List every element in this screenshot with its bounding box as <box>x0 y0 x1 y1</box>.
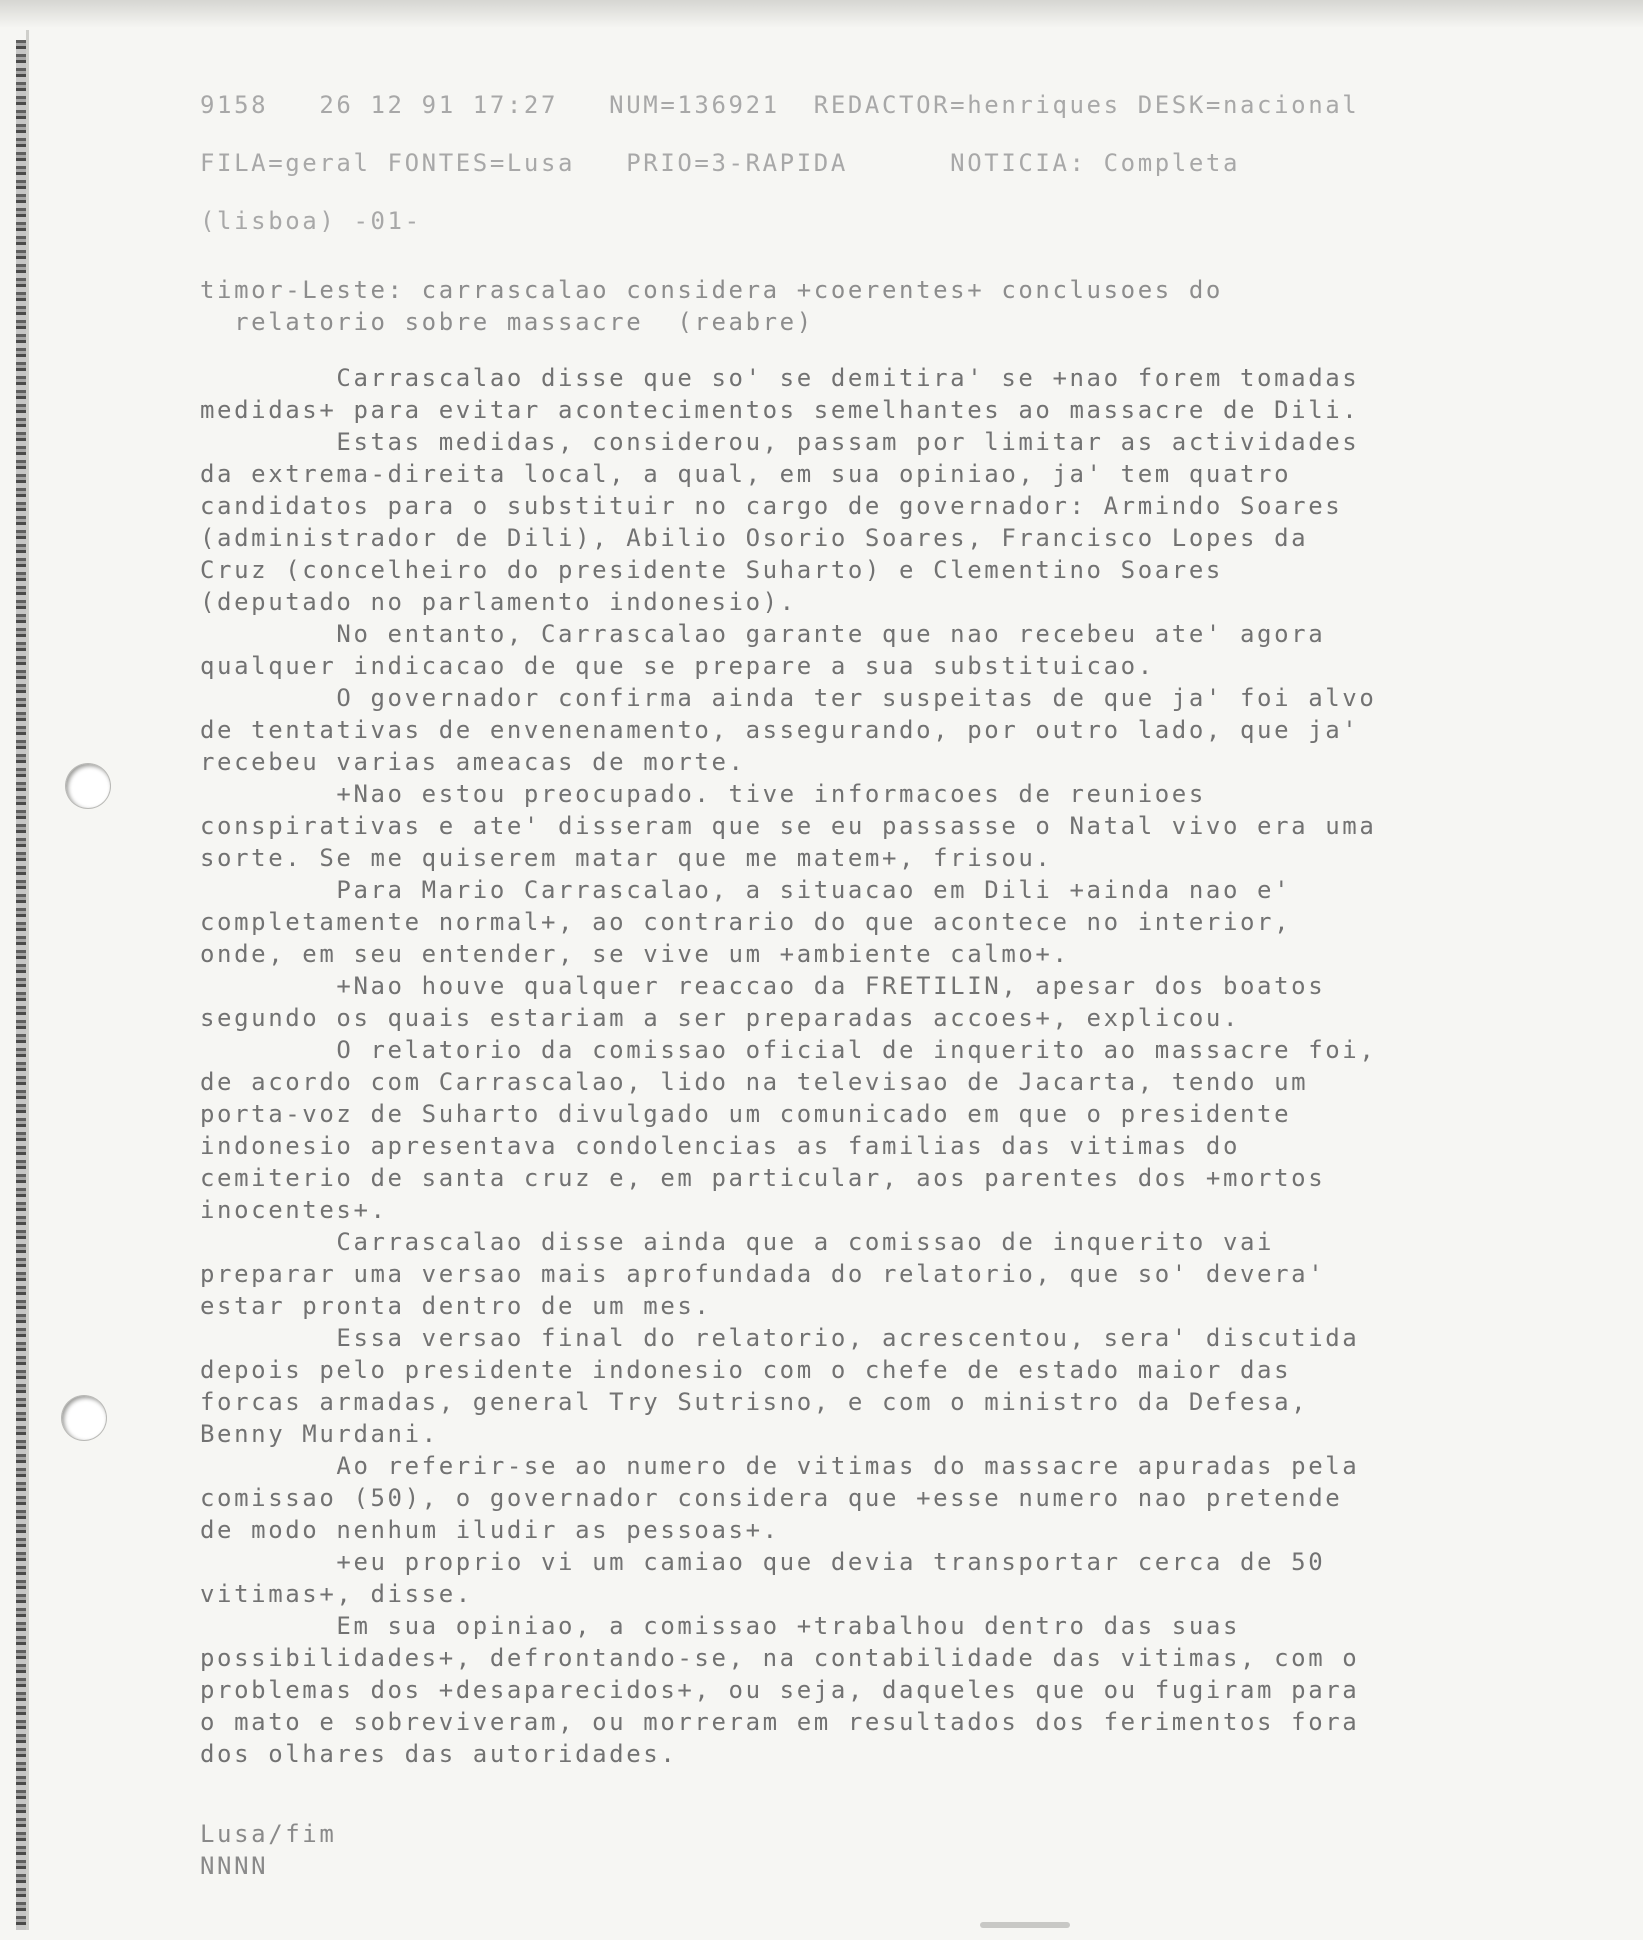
body-line: Em sua opiniao, a comissao +trabalhou dentro das suas <box>200 1612 1241 1640</box>
body-line: de tentativas de envenenamento, assegurando, por outro lado, que ja' <box>200 716 1360 744</box>
body-line: Carrascalao disse que so' se demitira' se +nao forem tomadas <box>200 364 1360 392</box>
body-line: preparar uma versao mais aprofundada do relatorio, que so' devera' <box>200 1260 1326 1288</box>
body-line: Para Mario Carrascalao, a situacao em Dili +ainda nao e' <box>200 876 1292 904</box>
body-line: +Nao houve qualquer reaccao da FRETILIN, apesar dos boatos <box>200 972 1326 1000</box>
body-line: onde, em seu entender, se vive um +ambiente calmo+. <box>200 940 1070 968</box>
punch-hole-lower <box>62 1396 106 1440</box>
body-line: o mato e sobreviveram, ou morreram em resultados dos ferimentos fora <box>200 1708 1360 1736</box>
body-line: qualquer indicacao de que se prepare a sua substituicao. <box>200 652 1155 680</box>
body-line: O relatorio da comissao oficial de inquerito ao massacre foi, <box>200 1036 1377 1064</box>
body-line: porta-voz de Suharto divulgado um comunicado em que o presidente <box>200 1100 1292 1128</box>
agency-signoff: Lusa/fim <box>200 1820 337 1848</box>
end-marker: NNNN <box>200 1852 269 1880</box>
binding-edge <box>16 40 26 1930</box>
header-routing-line: 9158 26 12 91 17:27 NUM=136921 REDACTOR=henriques DESK=nacional <box>200 91 1360 119</box>
body-line: cemiterio de santa cruz e, em particular, aos parentes dos +mortos <box>200 1164 1326 1192</box>
body-line: (deputado no parlamento indonesio). <box>200 588 797 616</box>
body-line: Carrascalao disse ainda que a comissao de inquerito vai <box>200 1228 1275 1256</box>
body-line: conspirativas e ate' disseram que se eu passasse o Natal vivo era uma <box>200 812 1377 840</box>
body-line: Cruz (concelheiro do presidente Suharto) e Clementino Soares <box>200 556 1223 584</box>
body-line: O governador confirma ainda ter suspeitas de que ja' foi alvo <box>200 684 1377 712</box>
body-line: medidas+ para evitar acontecimentos semelhantes ao massacre de Dili. <box>200 396 1360 424</box>
body-line: segundo os quais estariam a ser preparadas accoes+, explicou. <box>200 1004 1241 1032</box>
telex-document <box>200 76 1600 1882</box>
headline-line: relatorio sobre massacre (reabre) <box>200 308 814 336</box>
body-line: de modo nenhum iludir as pessoas+. <box>200 1516 780 1544</box>
binding-shadow <box>26 30 29 1930</box>
body-line: +Nao estou preocupado. tive informacoes de reunioes <box>200 780 1206 808</box>
body-line: Benny Murdani. <box>200 1420 439 1448</box>
dateline: (lisboa) -01- <box>200 207 422 235</box>
body-line: problemas dos +desaparecidos+, ou seja, daqueles que ou fugiram para <box>200 1676 1360 1704</box>
spacer <box>200 250 1600 274</box>
body-line: vitimas+, disse. <box>200 1580 473 1608</box>
body-line: depois pelo presidente indonesio com o chefe de estado maior das <box>200 1356 1292 1384</box>
ink-smudge <box>980 1922 1070 1928</box>
body-line: da extrema-direita local, a qual, em sua opiniao, ja' tem quatro <box>200 460 1292 488</box>
header-queue-line: FILA=geral FONTES=Lusa PRIO=3-RAPIDA NOTICIA: Completa <box>200 149 1241 177</box>
body-line: (administrador de Dili), Abilio Osorio Soares, Francisco Lopes da <box>200 524 1309 552</box>
body-line: No entanto, Carrascalao garante que nao recebeu ate' agora <box>200 620 1326 648</box>
body-line: sorte. Se me quiserem matar que me matem+, frisou. <box>200 844 1053 872</box>
spacer <box>200 1770 1600 1818</box>
body-line: Estas medidas, considerou, passam por limitar as actividades <box>200 428 1360 456</box>
body-line: dos olhares das autoridades. <box>200 1740 678 1768</box>
body-line: completamente normal+, ao contrario do que acontece no interior, <box>200 908 1292 936</box>
punch-hole-upper <box>66 764 110 808</box>
body-line: Ao referir-se ao numero de vitimas do massacre apuradas pela <box>200 1452 1360 1480</box>
body-line: indonesio apresentava condolencias as familias das vitimas do <box>200 1132 1241 1160</box>
body-line: +eu proprio vi um camiao que devia transportar cerca de 50 <box>200 1548 1326 1576</box>
body-line: comissao (50), o governador considera que +esse numero nao pretende <box>200 1484 1343 1512</box>
headline-line: timor-Leste: carrascalao considera +coerentes+ conclusoes do <box>200 276 1223 304</box>
body-line: de acordo com Carrascalao, lido na televisao de Jacarta, tendo um <box>200 1068 1309 1096</box>
article-body <box>200 362 1600 1770</box>
body-line: recebeu varias ameacas de morte. <box>200 748 746 776</box>
spacer <box>200 338 1600 362</box>
body-line: Essa versao final do relatorio, acrescentou, sera' discutida <box>200 1324 1360 1352</box>
body-line: forcas armadas, general Try Sutrisno, e com o ministro da Defesa, <box>200 1388 1309 1416</box>
body-line: inocentes+. <box>200 1196 388 1224</box>
body-line: estar pronta dentro de um mes. <box>200 1292 712 1320</box>
page-top-shadow <box>0 0 1643 28</box>
body-line: candidatos para o substituir no cargo de governador: Armindo Soares <box>200 492 1343 520</box>
body-line: possibilidades+, defrontando-se, na contabilidade das vitimas, com o <box>200 1644 1360 1672</box>
